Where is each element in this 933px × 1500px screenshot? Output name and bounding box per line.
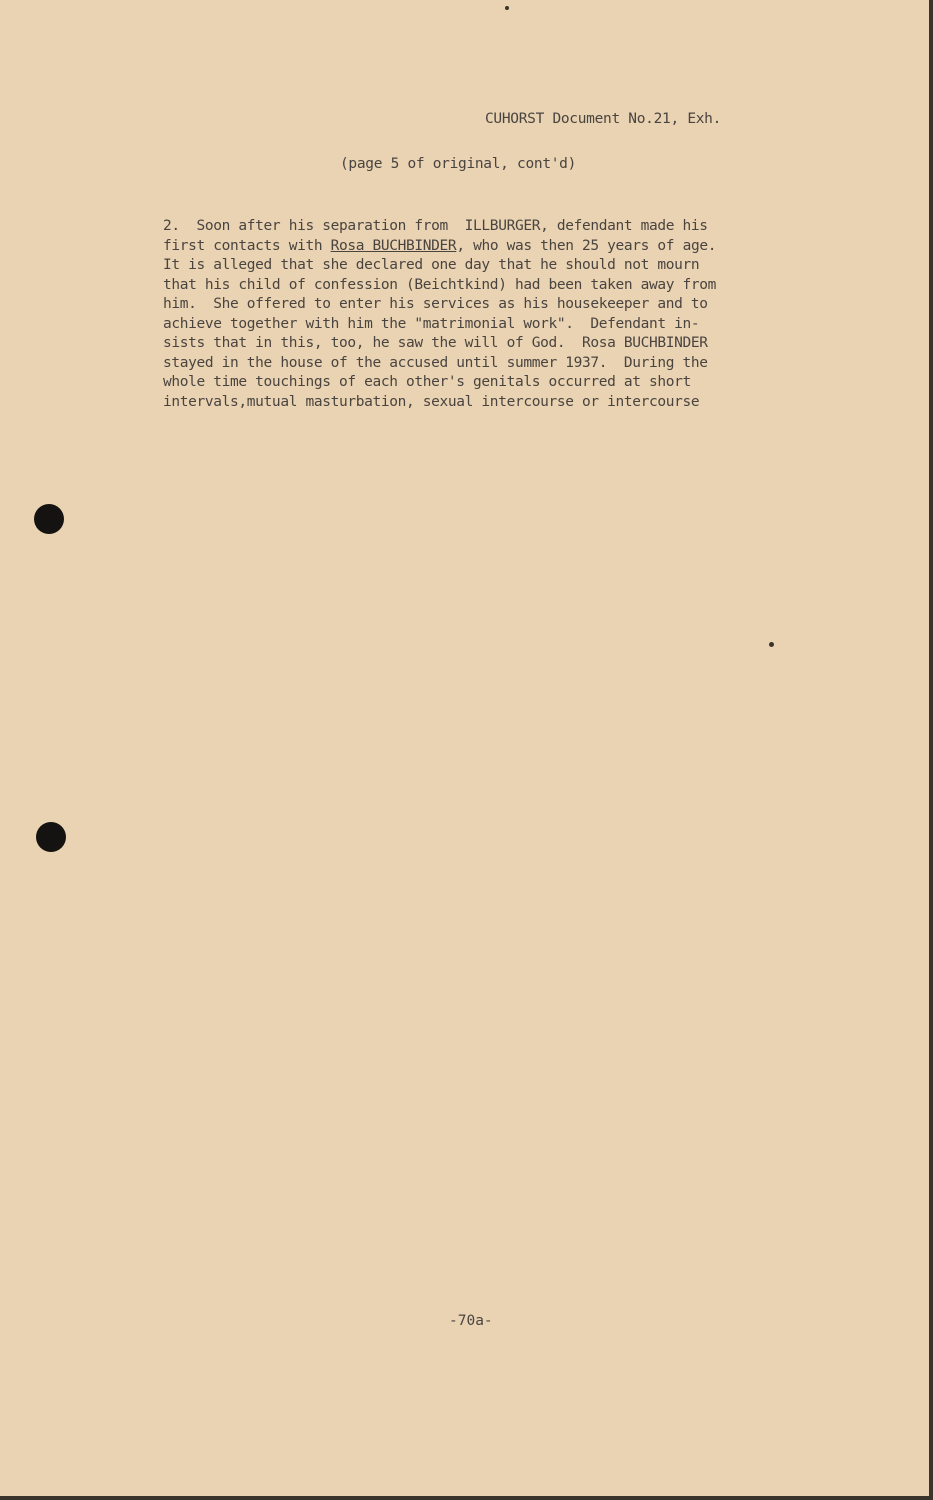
body-line: 2. Soon after his separation from ILLBURGER, defendant made his bbox=[163, 218, 708, 234]
document-reference: CUHORST Document No.21, Exh. bbox=[485, 111, 722, 127]
paper-speck bbox=[769, 642, 774, 647]
page-continuation-note: (page 5 of original, cont'd) bbox=[340, 156, 577, 172]
body-line: intervals,mutual masturbation, sexual intercourse or intercourse bbox=[163, 393, 700, 410]
body-paragraph bbox=[163, 217, 823, 412]
punch-hole-top bbox=[34, 504, 64, 534]
body-line-suffix: , who was then 25 years of age. bbox=[456, 237, 717, 254]
punch-hole-bottom bbox=[36, 822, 66, 852]
body-line: that his child of confession (Beichtkind) had been taken away from bbox=[163, 276, 717, 293]
body-line-with-underlined-name bbox=[163, 237, 823, 257]
body-line: stayed in the house of the accused until summer 1937. During the bbox=[163, 354, 708, 371]
paper-speck bbox=[505, 6, 509, 10]
page-number: -70a- bbox=[449, 1313, 493, 1329]
body-line: achieve together with him the "matrimonial work". Defendant in- bbox=[163, 315, 700, 332]
body-line: It is alleged that she declared one day that he should not mourn bbox=[163, 257, 700, 273]
body-line-prefix: first contacts with bbox=[163, 237, 331, 254]
body-line: sists that in this, too, he saw the will of God. Rosa BUCHBINDER bbox=[163, 335, 708, 351]
body-line: him. She offered to enter his services as his housekeeper and to bbox=[163, 296, 708, 312]
underlined-name: Rosa BUCHBINDER bbox=[330, 237, 457, 254]
body-line: whole time touchings of each other's genitals occurred at short bbox=[163, 374, 691, 390]
